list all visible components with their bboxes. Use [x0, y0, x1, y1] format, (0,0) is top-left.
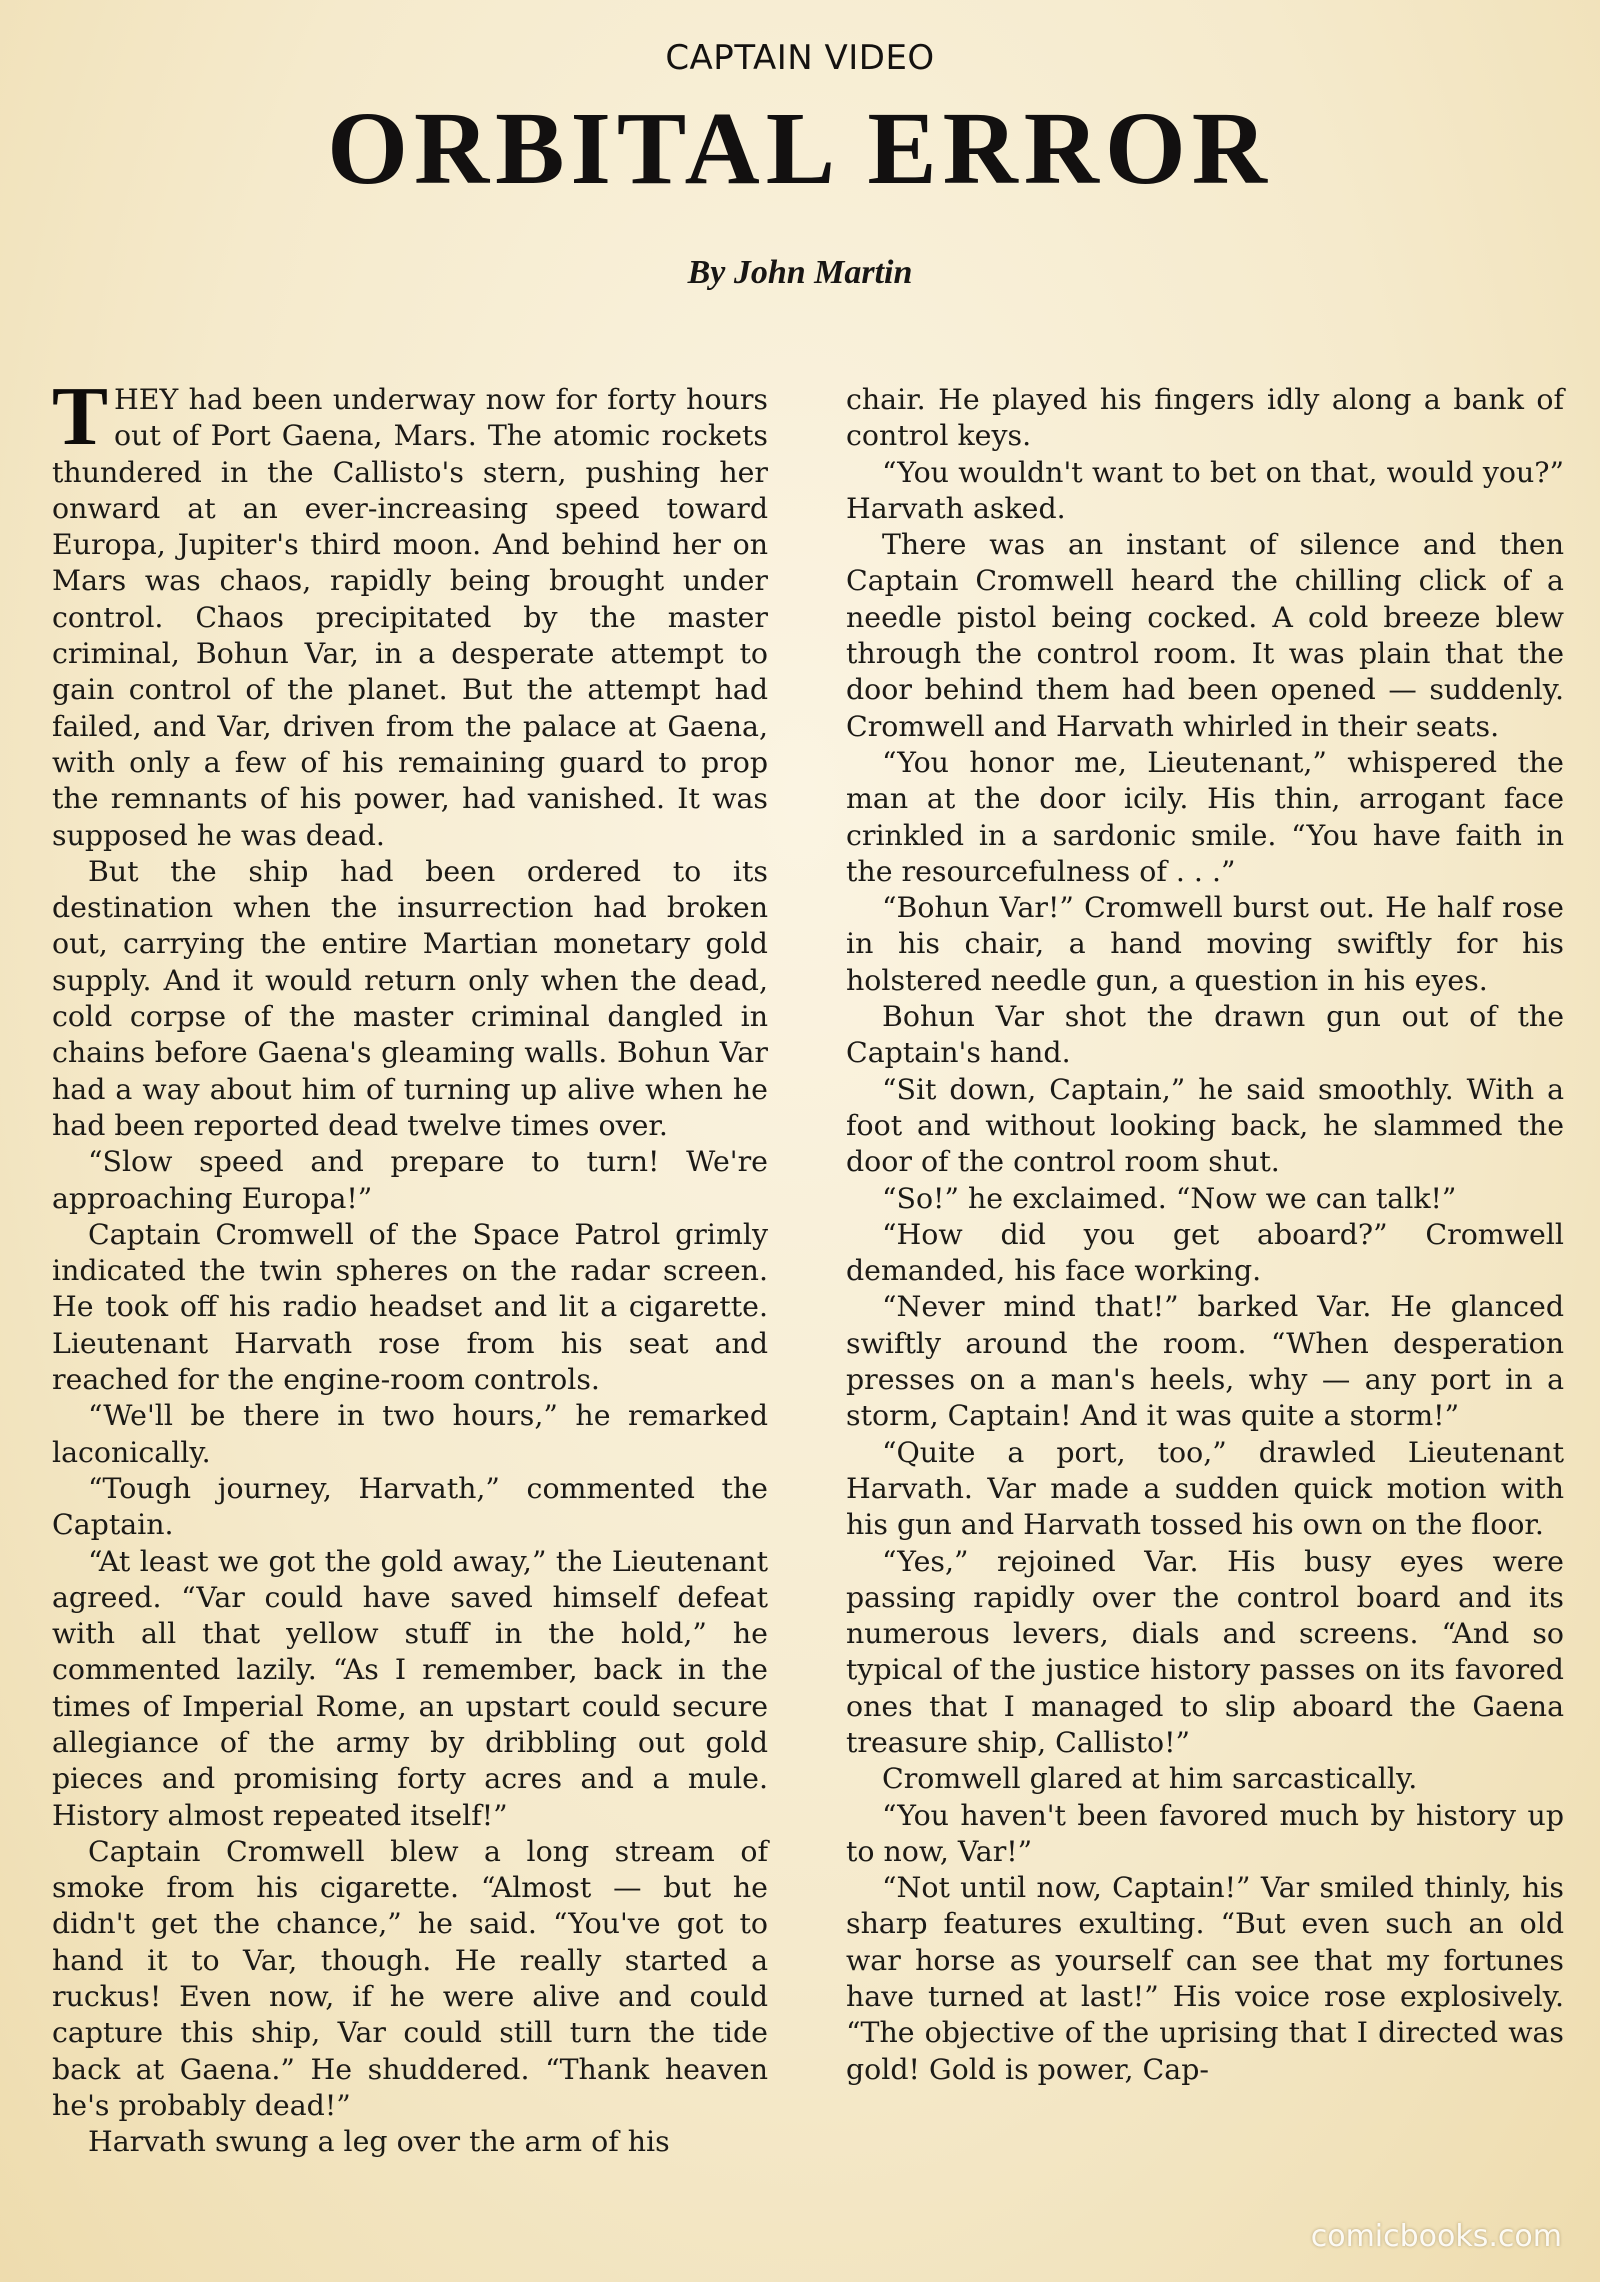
- paragraph: Bohun Var shot the drawn gun out of the Captain's hand.: [846, 1000, 1564, 1070]
- paragraph: “At least we got the gold away,” the Lieutenant agreed. “Var could have saved himself defeat with all that yellow stuff in the hold,” he commented lazily. “As I remember, back in the times of Imperial Rome, an upstart could secure allegiance of the army by dribbling out gold pieces and promising forty acres and a mule. History almost repeated itself!”: [52, 1544, 768, 1832]
- drop-cap: T: [52, 370, 109, 463]
- paragraph: “Quite a port, too,” drawled Lieutenant Harvath. Var made a sudden quick motion with his gun and Harvath tossed his own on the floor.: [846, 1435, 1564, 1542]
- paragraph: Captain Cromwell of the Space Patrol grimly indicated the twin spheres on the radar screen. He took off his radio headset and lit a cigarette. Lieutenant Harvath rose from his seat and reached for the engine-room controls.: [52, 1217, 768, 1397]
- series-title: CAPTAIN VIDEO: [665, 38, 935, 78]
- paragraph: “You haven't been favored much by history up to now, Var!”: [846, 1798, 1564, 1868]
- paragraph: “Sit down, Captain,” he said smoothly. With a foot and without looking back, he slammed the door of the control room shut.: [846, 1072, 1564, 1179]
- paragraph: Cromwell glared at him sarcastically.: [882, 1762, 1418, 1796]
- paragraph: “Tough journey, Harvath,” commented the Captain.: [52, 1471, 768, 1542]
- paragraph: “Slow speed and prepare to turn! We're approaching Europa!”: [52, 1145, 768, 1215]
- paragraph: “Bohun Var!” Cromwell burst out. He half rose in his chair, a hand moving swiftly for his holstered needle gun, a question in his eyes.: [846, 891, 1564, 997]
- paragraph: “You honor me, Lieutenant,” whispered the man at the door icily. His thin, arrogant face crinkled in a sardonic smile. “You have faith in the resourcefulness of . . .”: [846, 745, 1564, 888]
- byline: By John Martin: [687, 254, 913, 291]
- paragraph: There was an instant of silence and then Captain Cromwell heard the chilling click of a needle pistol being cocked. A cold breeze blew through the control room. It was plain that the door behind them had been opened — suddenly. Cromwell and Harvath whirled in their seats.: [846, 528, 1564, 743]
- paragraph: “Yes,” rejoined Var. His busy eyes were passing rapidly over the control board and its numerous levers, dials and screens. “And so typical of the justice history passes on its favored ones that I managed to slip aboard the Gaena treasure ship, Callisto!”: [846, 1544, 1564, 1759]
- text-column-right: [846, 382, 1564, 2088]
- paragraph: chair. He played his fingers idly along a bank of control keys.: [846, 383, 1564, 453]
- paragraph: THEY had been underway now for forty hours out of Port Gaena, Mars. The atomic rockets thundered in the Callisto's stern, pushing her onward at an ever-increasing speed toward Europa, Jupiter's third moon. And behind her on Mars was chaos, rapidly being brought under control. Chaos precipitated by the master criminal, Bohun Var, in a desperate attempt to gain control of the planet. But the attempt had failed, and Var, driven from the palace at Gaena, with only a few of his remaining guard to prop the remnants of his power, had vanished. It was supposed he was dead.: [52, 370, 768, 852]
- watermark: comicbooks.com: [1310, 2219, 1562, 2254]
- paragraph: Captain Cromwell blew a long stream of smoke from his cigarette. “Almost — but he didn't get the chance,” he said. “You've got to hand it to Var, though. He really started a ruckus! Even now, if he were alive and could capture this ship, Var could still turn the tide back at Gaena.” He shuddered. “Thank heaven he's probably dead!”: [52, 1834, 768, 2122]
- paragraph: “Never mind that!” barked Var. He glanced swiftly around the room. “When desperation presses on a man's heels, why — any port in a storm, Captain! And it was quite a storm!”: [846, 1290, 1564, 1433]
- paragraph: “Not until now, Captain!” Var smiled thinly, his sharp features exulting. “But even such an old war horse as yourself can see that my fortunes have turned at last!” His voice rose explosively. “The objective of the uprising that I directed was gold! Gold is power, Cap-: [846, 1871, 1564, 2086]
- text-column-left: [52, 370, 768, 2161]
- paragraph: Harvath swung a leg over the arm of his: [88, 2125, 670, 2159]
- paragraph: “You wouldn't want to bet on that, would you?” Harvath asked.: [846, 455, 1564, 525]
- paragraph: “So!” he exclaimed. “Now we can talk!”: [882, 1181, 1457, 1215]
- story-title: ORBITAL ERROR: [327, 91, 1273, 206]
- paragraph: “How did you get aboard?” Cromwell demanded, his face working.: [846, 1217, 1564, 1288]
- paragraph: But the ship had been ordered to its destination when the insurrection had broken out, carrying the entire Martian monetary gold supply. And it would return only when the dead, cold corpse of the master criminal dangled in chains before Gaena's gleaming walls. Bohun Var had a way about him of turning up alive when he had been reported dead twelve times over.: [52, 854, 768, 1142]
- paragraph: “We'll be there in two hours,” he remarked laconically.: [52, 1399, 768, 1469]
